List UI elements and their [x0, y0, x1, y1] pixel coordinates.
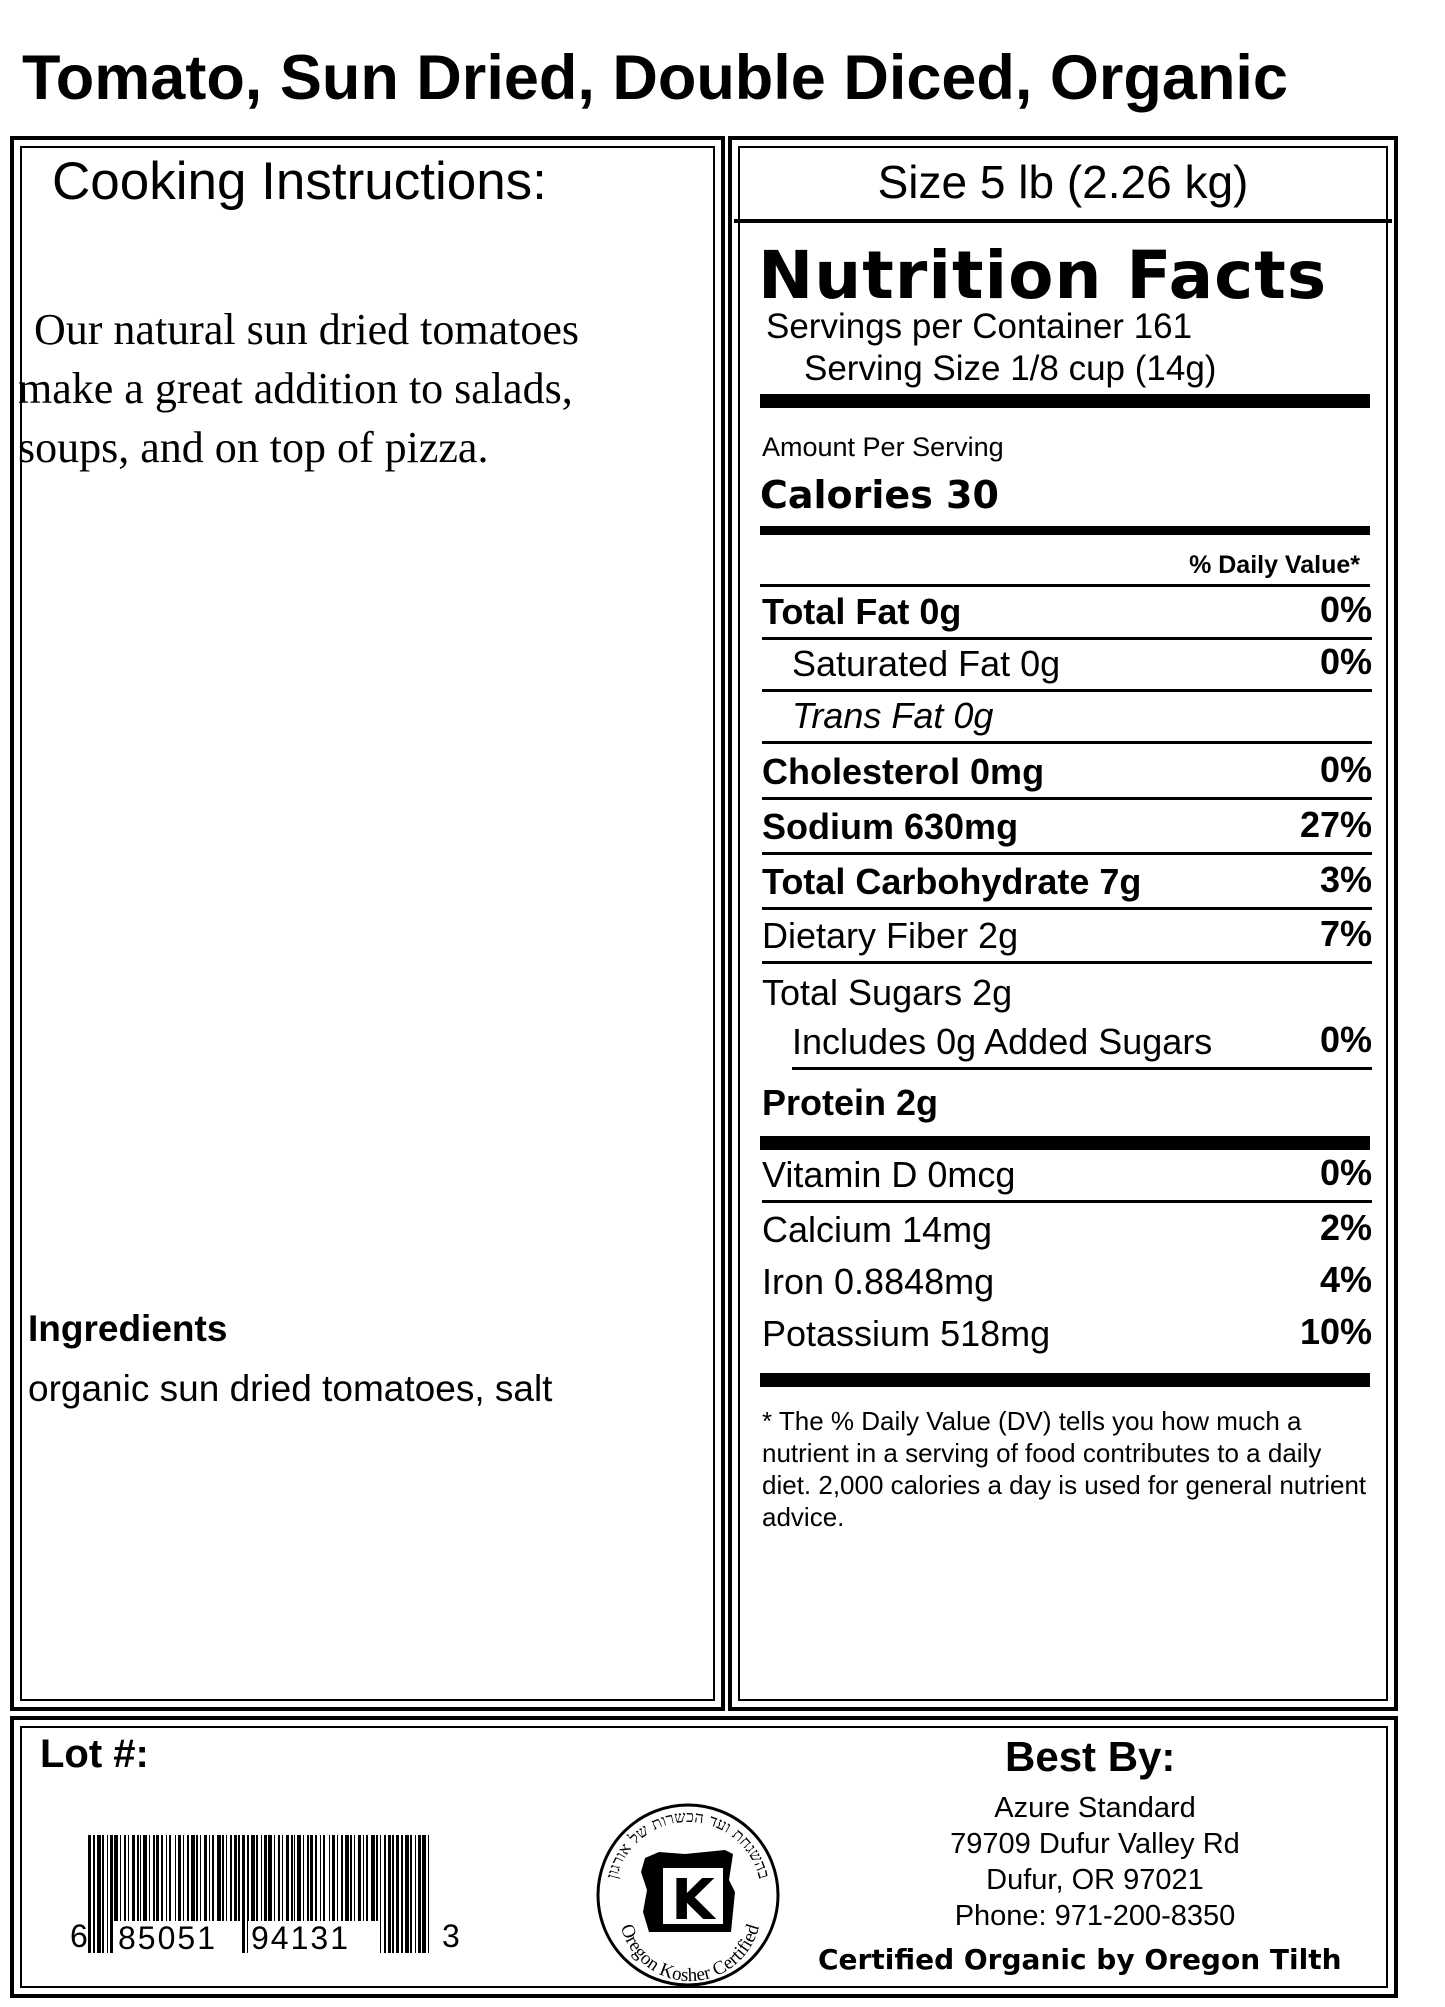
nutrient-row-protein [762, 1076, 1372, 1128]
package-size: Size 5 lb (2.26 kg) [877, 156, 1249, 208]
barcode [70, 1835, 460, 1956]
street-address: 79709 Dufur Valley Rd [950, 1828, 1240, 1860]
nutrient-label: Calcium 14mg [762, 1209, 993, 1250]
phone-number: Phone: 971-200-8350 [954, 1900, 1236, 1932]
nutrient-row-total-fat [762, 588, 1372, 640]
calories: Calories 30 [760, 473, 999, 517]
nutrient-label: Trans Fat 0g [792, 695, 994, 736]
barcode-bar [410, 1835, 412, 1953]
cooking-line: soups, and on top of pizza. [18, 423, 489, 472]
seal-ring-text: Oregon Kosher Certified [615, 1921, 764, 1987]
barcode-bar [415, 1835, 416, 1953]
company-address [870, 1790, 1320, 1934]
barcode-leading-digit: 6 [70, 1918, 88, 1954]
nutrient-label: Dietary Fiber 2g [762, 915, 1019, 956]
barcode-bar [418, 1835, 421, 1953]
nutrient-label: Includes 0g Added Sugars [792, 1021, 1213, 1062]
cooking-instructions-text [18, 300, 718, 477]
ingredients-heading: Ingredients [28, 1308, 228, 1349]
daily-value-footnote: * The % Daily Value (DV) tells you how much a nutrient in a serving of food contributes to a daily diet. 2,000 calories a day is used for general nutrient advice. [762, 1406, 1367, 1532]
kosher-seal [593, 1800, 783, 1990]
nutrient-dv: 10% [1299, 1311, 1372, 1352]
nutrient-dv: 4% [1319, 1259, 1372, 1300]
nutrient-dv: 2% [1319, 1207, 1372, 1248]
nutrient-label: Sodium 630mg [762, 806, 1019, 847]
nutrient-label: Vitamin D 0mcg [762, 1154, 1016, 1195]
thick-divider [760, 1373, 1370, 1387]
serving-size: Serving Size 1/8 cup (14g) [804, 349, 1217, 388]
nutrient-label: Iron 0.8848mg [762, 1261, 995, 1302]
nutrient-label: Total Fat 0g [762, 591, 962, 632]
nutrient-row-sodium [762, 803, 1372, 855]
kosher-k-letter: K [671, 1868, 715, 1933]
nutrient-dv: 27% [1299, 804, 1372, 845]
nutrient-dv: 0% [1319, 1152, 1372, 1193]
barcode-bar [422, 1835, 426, 1953]
organic-certification: Certified Organic by Oregon Tilth [818, 1943, 1342, 1976]
barcode-bar [93, 1835, 95, 1953]
cooking-instructions-heading: Cooking Instructions: [52, 152, 547, 211]
barcode-bar [384, 1835, 386, 1953]
nutrient-row-calcium [762, 1203, 1372, 1255]
seal-hebrew-text: בהשגחת ועד הכשרות של אורגון [602, 1806, 774, 1881]
servings-per-container: Servings per Container 161 [766, 307, 1193, 346]
cooking-line: make a great addition to salads, [18, 364, 573, 413]
barcode-bar [88, 1835, 91, 1953]
nutrient-dv: 0% [1319, 1019, 1372, 1060]
thin-divider [760, 584, 1370, 587]
barcode-right-digits: 94131 [251, 1920, 350, 1956]
city-state-zip: Dufur, OR 97021 [986, 1864, 1204, 1896]
nutrient-dv: 0% [1319, 641, 1372, 682]
nutrient-label: Protein 2g [762, 1082, 939, 1123]
nutrient-row-total-carbohydrate [762, 858, 1372, 910]
ingredients-text: organic sun dried tomatoes, salt [28, 1368, 553, 1409]
nutrient-row-dietary-fiber [762, 912, 1372, 964]
barcode-left-digits: 85051 [118, 1920, 217, 1956]
nutrient-dv: 3% [1319, 859, 1372, 900]
medium-divider [760, 526, 1370, 535]
nutrient-row-total-sugars [762, 966, 1372, 1018]
nutrient-dv: 0% [1319, 589, 1372, 630]
nutrient-row-trans-fat [762, 692, 1372, 744]
nutrient-label: Cholesterol 0mg [762, 751, 1045, 792]
lot-number-label: Lot #: [40, 1732, 149, 1776]
amount-per-serving: Amount Per Serving [762, 432, 1004, 462]
nutrient-label: Saturated Fat 0g [792, 643, 1061, 684]
cooking-line: Our natural sun dried tomatoes [34, 305, 579, 354]
nutrient-row-vitamin-d [762, 1151, 1372, 1203]
size-divider [734, 219, 1392, 223]
nutrient-label: Total Sugars 2g [762, 972, 1013, 1013]
company-name: Azure Standard [994, 1792, 1196, 1824]
daily-value-header: % Daily Value* [1189, 551, 1360, 579]
barcode-bar [242, 1835, 245, 1953]
nutrient-label: Total Carbohydrate 7g [762, 861, 1142, 902]
barcode-bar [401, 1835, 403, 1953]
product-title: Tomato, Sun Dried, Double Diced, Organic [22, 43, 1288, 113]
nutrition-facts-title: Nutrition Facts [758, 237, 1328, 314]
thick-divider [760, 1136, 1370, 1150]
barcode-bar [388, 1835, 391, 1953]
barcode-bar [396, 1835, 399, 1953]
barcode-trailing-digit: 3 [442, 1918, 460, 1954]
thick-divider [760, 394, 1370, 408]
barcode-bar [102, 1835, 104, 1953]
barcode-bar [392, 1835, 394, 1953]
barcode-bar [405, 1835, 409, 1953]
nutrient-row-cholesterol [762, 748, 1372, 800]
barcode-bar [107, 1835, 108, 1953]
nutrient-label: Potassium 518mg [762, 1313, 1051, 1354]
nutrient-row-added-sugars [792, 1018, 1372, 1070]
best-by-label: Best By: [1005, 1733, 1176, 1780]
barcode-bar [380, 1835, 381, 1953]
barcode-bar [428, 1835, 429, 1953]
nutrient-row-potassium [762, 1307, 1372, 1359]
nutrient-dv: 7% [1319, 913, 1372, 954]
nutrient-dv: 0% [1319, 749, 1372, 790]
barcode-bar [110, 1835, 113, 1953]
barcode-bar [97, 1835, 101, 1953]
nutrient-row-saturated-fat [762, 640, 1372, 692]
nutrient-row-iron [762, 1255, 1372, 1307]
